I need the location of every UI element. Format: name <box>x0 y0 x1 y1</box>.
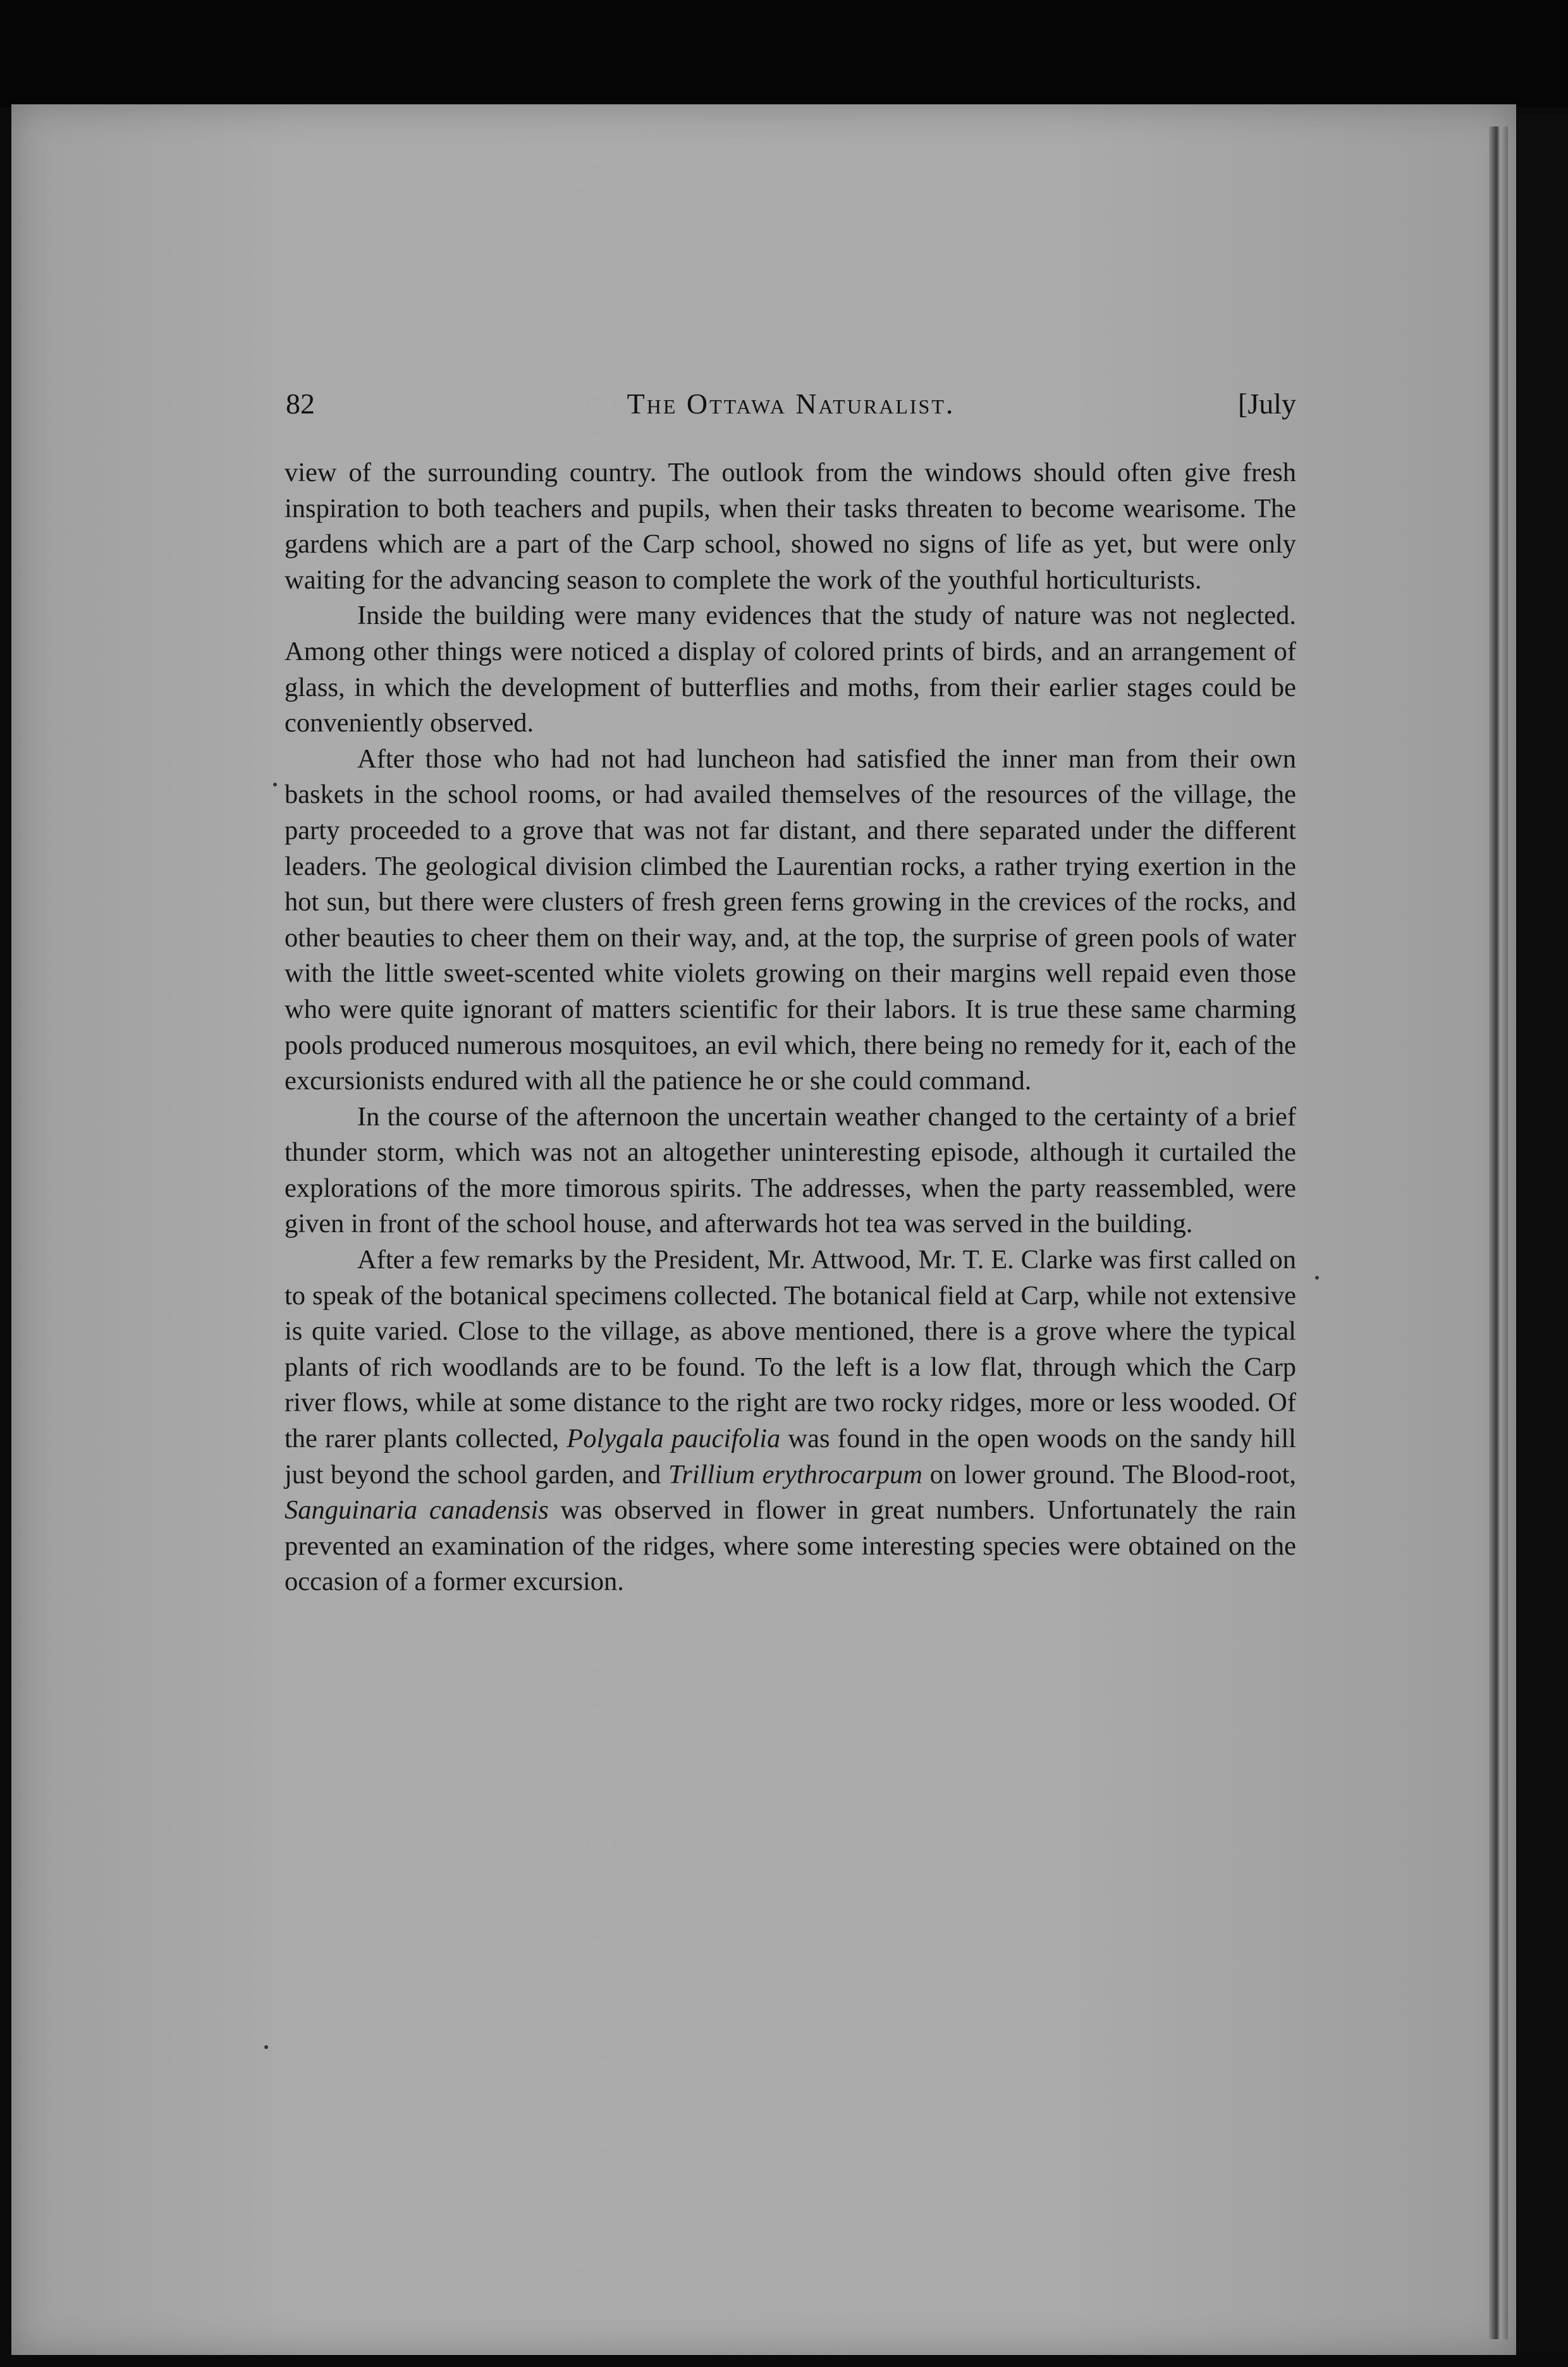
botany-text-part-1: After a few remarks by the President, Mr. Attwood, Mr. T. E. Clarke was first called on to speak of the botanical specimens collected. The botanical field at Carp, while not extensive is quite varied. Close to the village, as above mentioned, there is a grove where the typical plants of rich woodlands are to be found. To the left is a low flat, through which the Carp river flows, while at some distance to the right are two rocky ridges, more or less wooded. Of the rarer plants collected, <box>285 1245 1296 1454</box>
botany-text-part-2: was found in the open woods on the sandy hill just beyond the school garden, and <box>285 1424 1296 1489</box>
paragraph-thunder-storm: In the course of the afternoon the uncertain weather changed to the certainty of a brief thunder storm, which was not an altogether uninteresting episode, although it curtailed the explorations of the more timorous spirits. The addresses, when the party reassembled, were given in front of the school house, and afterwards hot tea was served in the building. <box>285 1101 1296 1239</box>
paragraph-geological-division: After those who had not had luncheon had satisfied the inner man from their own baskets in the school rooms, or had availed themselves of the resources of the village, the party proceeded to a grove that was not far distant, and there separated under the different leaders. The geological division climbed the Laurentian rocks, a rather trying exertion in the hot sun, but there were clusters of fresh green ferns growing in the crevices of the rocks, and other beauties to cheer them on their way, and, at the top, the surprise of green pools of water with the little sweet-scented white violets growing on their margins well repaid even those who were quite ignorant of matters scientific for their labors. It is true these same charming pools produced numerous mosquitoes, an evil which, there being no remedy for it, each of the excursionists endured with all the patience he or she could command. <box>285 743 1296 1096</box>
paragraph-botanical-specimens <box>285 1242 1296 1600</box>
running-head <box>286 387 1296 425</box>
paragraph-nature-study: Inside the building were many evidences that the study of nature was not neglected. Among other things were noticed a display of colored prints of birds, and an arrangement of glass, in which the development of butterflies and moths, from their earlier stages could be conveniently observed. <box>285 601 1296 738</box>
issue-month: [July <box>1238 388 1296 420</box>
scan-speck <box>1315 1276 1319 1280</box>
species-sanguinaria: Sanguinaria canadensis <box>285 1495 549 1526</box>
species-polygala: Polygala paucifolia <box>567 1424 781 1454</box>
scan-speck <box>273 783 277 786</box>
page-number: 82 <box>286 388 315 420</box>
botany-text-part-4: was observed in flower in great numbers. Unfortunately the rain prevented an examination of the ridges, where some interesting species were obtained on the occasion of a former excursion. <box>285 1495 1296 1597</box>
page-edge-shadow <box>1489 126 1508 2339</box>
scan-border-top <box>0 0 1568 107</box>
paragraph-continuation: view of the surrounding country. The outlook from the windows should often give fresh inspiration to both teachers and pupils, when their tasks threaten to become wearisome. The gardens which are a part of the Carp school, showed no signs of life as yet, but were only waiting for the advancing season to complete the work of the youthful horticulturists. <box>285 458 1296 595</box>
journal-title: The Ottawa Naturalist. <box>627 388 955 420</box>
scan-border-right <box>1517 114 1568 2367</box>
article-text <box>285 455 1296 1600</box>
scan-speck <box>264 2045 268 2049</box>
botany-text-part-3: on lower ground. The Blood-root, <box>922 1459 1296 1489</box>
species-trillium: Trillium erythrocarpum <box>668 1459 922 1489</box>
